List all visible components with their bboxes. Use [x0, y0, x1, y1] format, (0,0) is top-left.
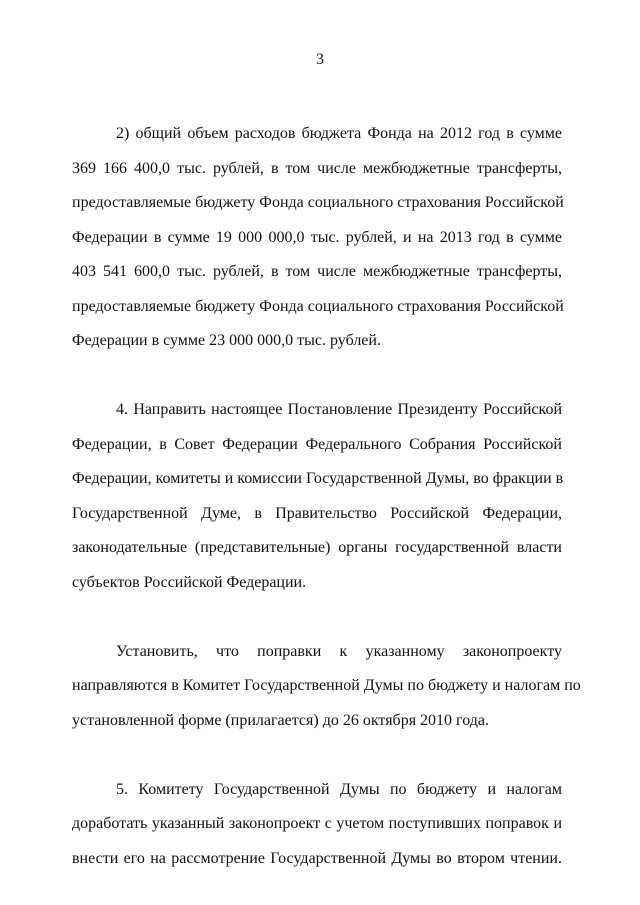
text-line: внести его на рассмотрение Государственной Думы во втором чтении.	[72, 849, 562, 867]
text-line: Государственной Думе, в Правительство Российской Федерации,	[72, 504, 562, 522]
document-body	[72, 117, 581, 876]
text-line: установленной форме (прилагается) до 26 октября 2010 года.	[72, 711, 489, 729]
text-line: законодательные (представительные) органы государственной власти	[72, 539, 562, 556]
text-line: субъектов Российской Федерации.	[72, 573, 307, 591]
paragraph-item-2	[72, 117, 562, 359]
text-line: 2) общий объем расходов бюджета Фонда на 2012 год в сумме	[116, 125, 562, 142]
text-line: Федерации, в Совет Федерации Федерального Собрания Российской	[72, 435, 562, 453]
text-line: Федерации, комитеты и комиссии Государственной Думы, во фракции в	[72, 470, 564, 487]
text-line: 5. Комитету Государственной Думы по бюджету и налогам	[116, 780, 562, 798]
text-line: предоставляемые бюджету Фонда социального страхования Российской	[72, 194, 564, 211]
text-line: доработать указанный законопроект с учетом поступивших поправок и	[72, 815, 562, 832]
text-line: Федерации в сумме 23 000 000,0 тыс. рублей.	[72, 332, 381, 349]
text-line: направляются в Комитет Государственной Думы по бюджету и налогам по	[72, 677, 581, 694]
paragraph-gap	[72, 600, 562, 635]
paragraph-gap	[72, 738, 562, 773]
paragraph-item-4	[72, 393, 562, 600]
text-line: Федерации в сумме 19 000 000,0 тыс. рублей, и на 2013 год в сумме	[72, 228, 562, 246]
text-line: 369 166 400,0 тыс. рублей, в том числе межбюджетные трансферты,	[72, 159, 562, 177]
text-line: 4. Направить настоящее Постановление Президенту Российской	[116, 401, 562, 418]
paragraph-item-5	[72, 773, 562, 877]
paragraph-amendments	[72, 635, 581, 739]
text-line: Установить, что поправки к указанному законопроекту	[116, 642, 562, 660]
text-line: 403 541 600,0 тыс. рублей, в том числе межбюджетные трансферты,	[72, 263, 562, 280]
paragraph-gap	[72, 359, 562, 394]
text-line: предоставляемые бюджету Фонда социального страхования Российской	[72, 297, 564, 315]
page-number: 3	[316, 51, 324, 68]
